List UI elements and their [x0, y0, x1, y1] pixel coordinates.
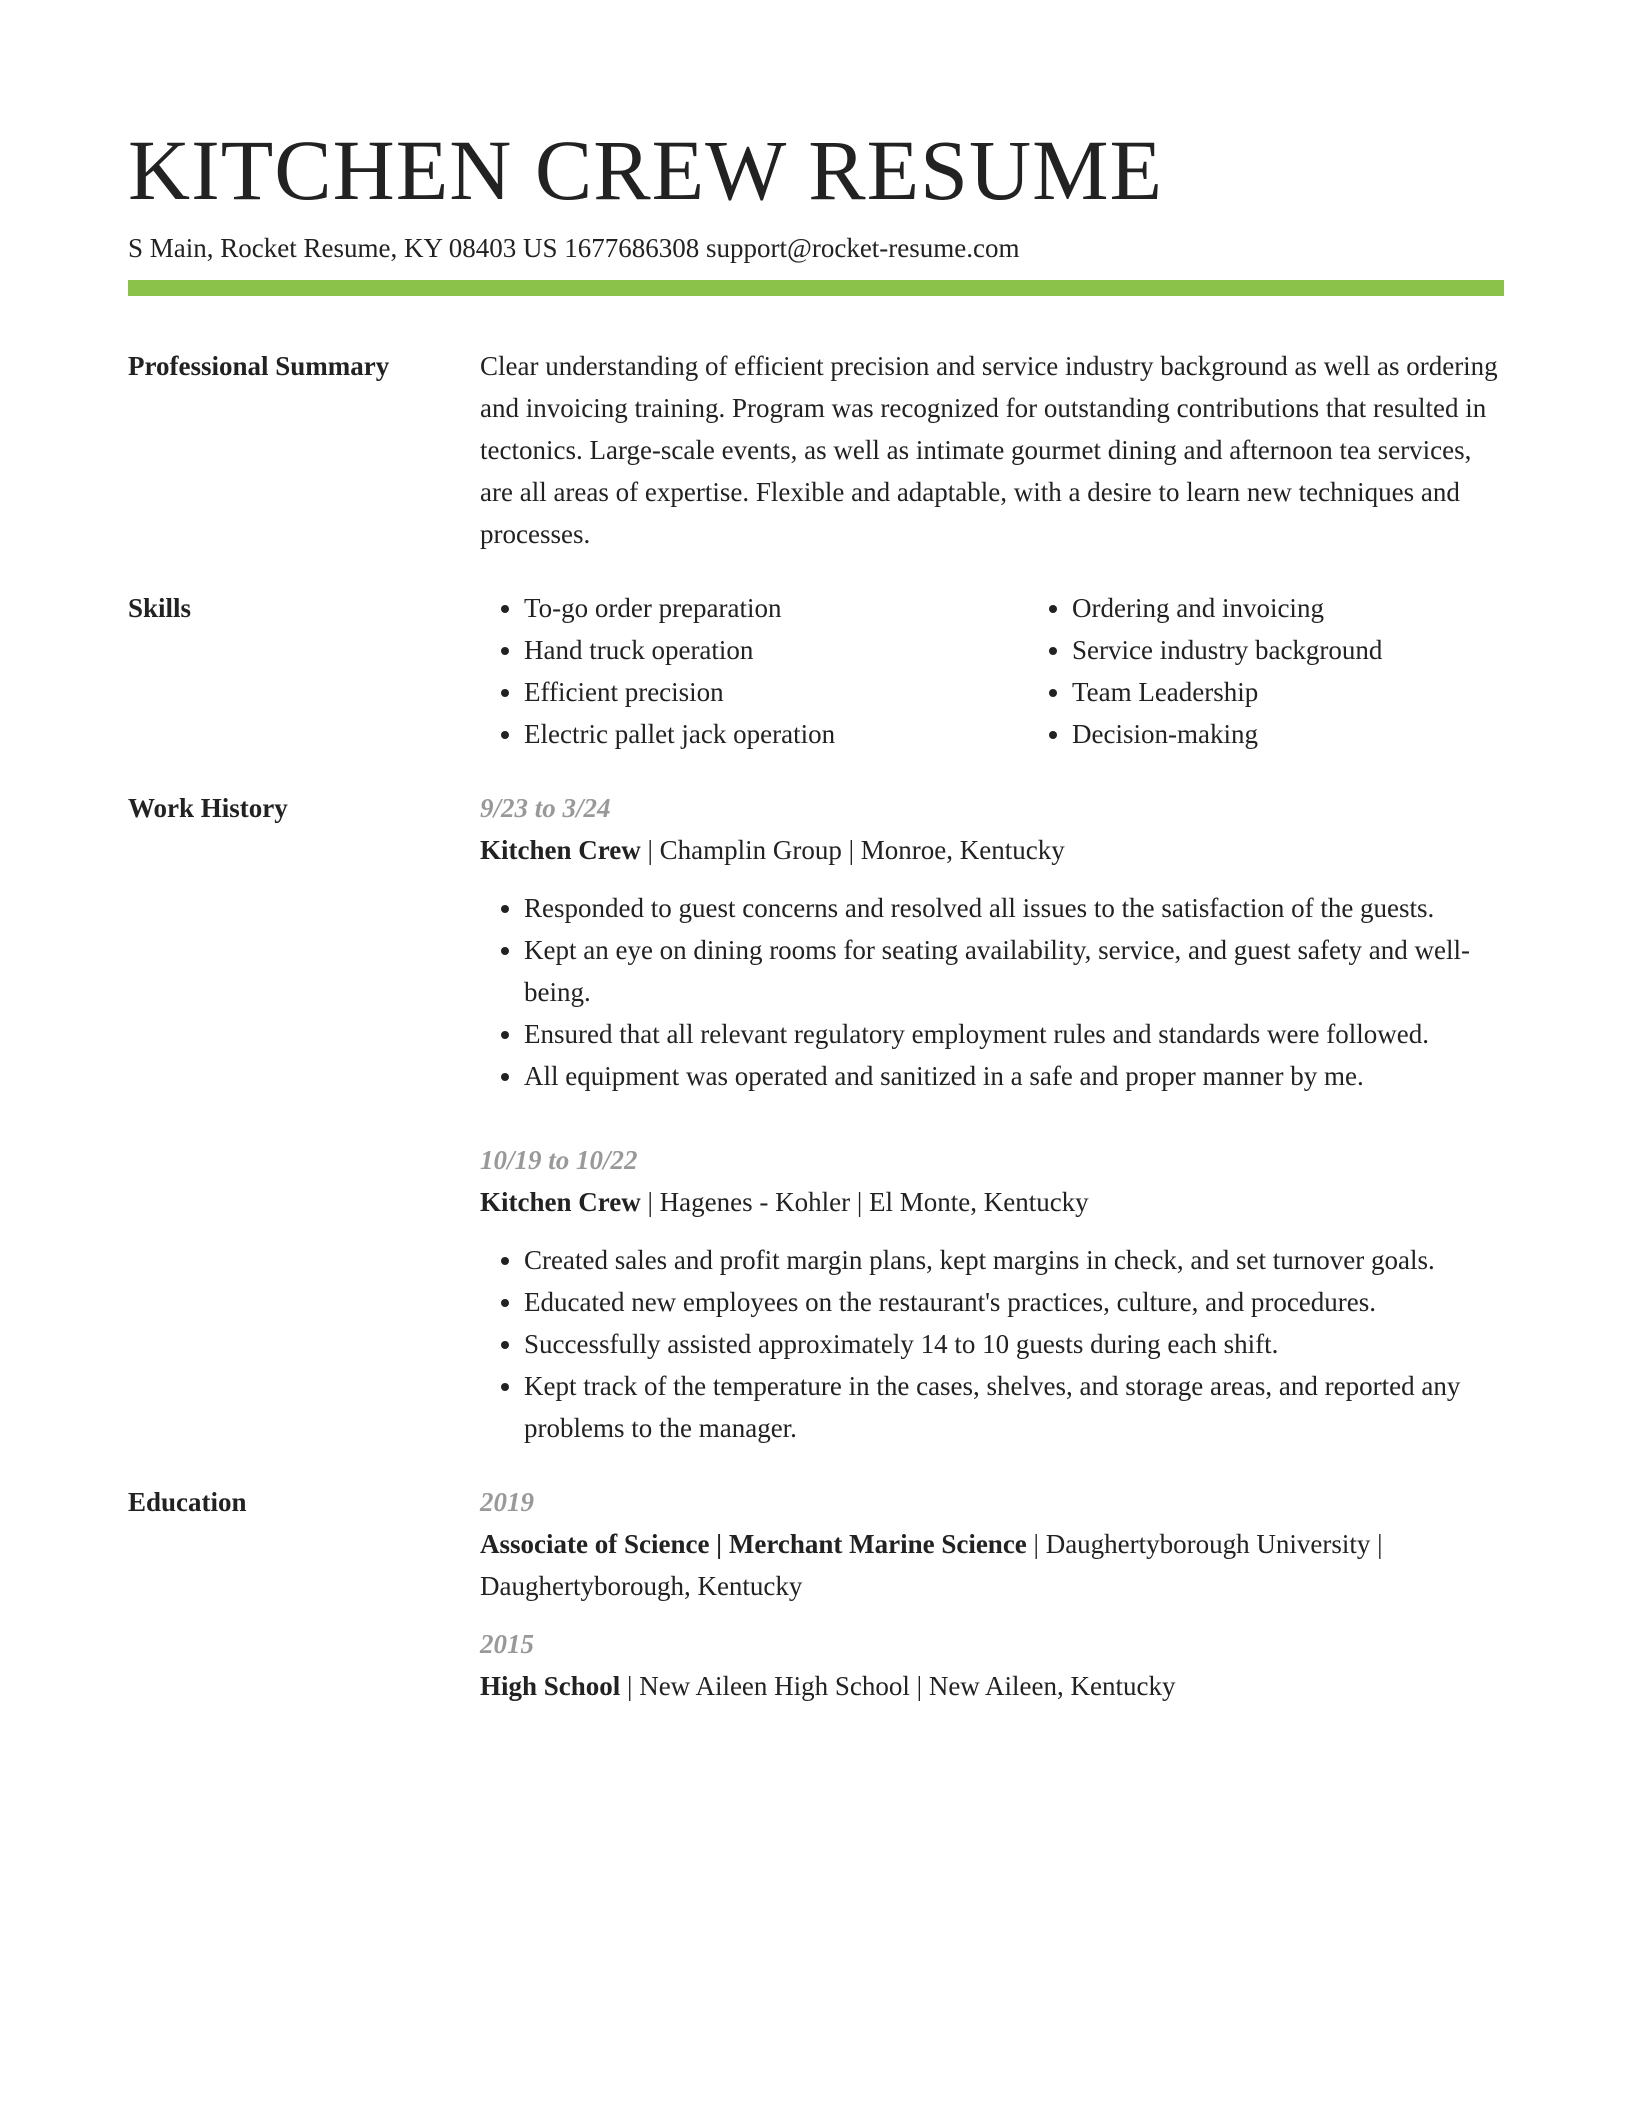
- work-history-section: [128, 787, 1504, 1449]
- job-bullet: • Ensured that all relevant regulatory employment rules and standards were followed.: [524, 1013, 1504, 1055]
- summary-text: Clear understanding of efficient precision and service industry background as well as ordering and invoicing training. Program was recognized for outstanding contributions that resulted in tectonics. Large-scale events, as well as intimate gourmet dining and afternoon tea services, are all areas of expertise. Flexible and adaptable, with a desire to learn new techniques and processes.: [480, 351, 1498, 549]
- job-bullet: • All equipment was operated and sanitized in a safe and proper manner by me.: [524, 1055, 1504, 1097]
- job-details: | Hagenes - Kohler | El Monte, Kentucky: [640, 1187, 1089, 1217]
- education-degree: Associate of Science | Merchant Marine Science: [480, 1529, 1027, 1559]
- job-title-line: [480, 829, 1504, 871]
- header-divider: [128, 280, 1504, 296]
- contact-line: [128, 230, 1504, 266]
- education-details: | New Aileen High School | New Aileen, Kentucky: [620, 1671, 1176, 1701]
- education-line: [480, 1665, 1504, 1707]
- resume-title: KITCHEN CREW RESUME: [128, 122, 1164, 218]
- section-label-skills: Skills: [128, 593, 192, 623]
- skills-list-right: [1028, 587, 1504, 755]
- resume-page: [128, 120, 1504, 1707]
- skill-item: • Efficient precision: [524, 671, 1028, 713]
- job-title: Kitchen Crew: [480, 835, 641, 865]
- job-entry: [480, 1139, 1504, 1449]
- skills-list-left: [480, 587, 1028, 755]
- skills-section: [128, 587, 1504, 755]
- section-label-summary: Professional Summary: [128, 351, 390, 381]
- contact-address: S Main, Rocket Resume, KY 08403 US: [128, 233, 558, 263]
- education-body: [480, 1481, 1504, 1707]
- skill-item: • Service industry background: [1072, 629, 1504, 671]
- skill-item: • Electric pallet jack operation: [524, 713, 1028, 755]
- education-details: | Daughertyborough University | Daughertyborough, Kentucky: [480, 1529, 1383, 1601]
- skills-columns: [480, 587, 1504, 755]
- job-bullet: • Educated new employees on the restaurant's practices, culture, and procedures.: [524, 1281, 1504, 1323]
- job-bullet: • Responded to guest concerns and resolved all issues to the satisfaction of the guests.: [524, 887, 1504, 929]
- job-bullets: [480, 1239, 1504, 1449]
- summary-section: [128, 345, 1504, 555]
- skill-item: • Hand truck operation: [524, 629, 1028, 671]
- job-bullet: • Successfully assisted approximately 14 to 10 guests during each shift.: [524, 1323, 1504, 1365]
- education-entry: [480, 1623, 1504, 1707]
- skill-item: • To-go order preparation: [524, 587, 1028, 629]
- job-bullets: [480, 887, 1504, 1097]
- job-details: | Champlin Group | Monroe, Kentucky: [640, 835, 1065, 865]
- skills-body: [480, 587, 1504, 755]
- contact-email: support@rocket-resume.com: [705, 233, 1020, 263]
- job-bullet: • Created sales and profit margin plans, kept margins in check, and set turnover goals.: [524, 1239, 1504, 1281]
- section-label-education: Education: [128, 1487, 247, 1517]
- education-entry: [480, 1481, 1504, 1607]
- skill-item: • Decision-making: [1072, 713, 1504, 755]
- job-bullet: • Kept an eye on dining rooms for seating availability, service, and guest safety and well-being.: [524, 929, 1504, 1013]
- contact-phone: 1677686308: [564, 233, 700, 263]
- job-dates: 9/23 to 3/24: [480, 793, 611, 823]
- education-line: [480, 1523, 1504, 1607]
- job-entry: [480, 787, 1504, 1097]
- education-degree: High School: [480, 1671, 621, 1701]
- job-title-line: [480, 1181, 1504, 1223]
- job-title: Kitchen Crew: [480, 1187, 641, 1217]
- skill-item: • Team Leadership: [1072, 671, 1504, 713]
- section-label-work: Work History: [128, 793, 288, 823]
- job-bullet: • Kept track of the temperature in the cases, shelves, and storage areas, and reported any problems to the manager.: [524, 1365, 1504, 1449]
- work-history-body: [480, 787, 1504, 1449]
- education-year: 2015: [480, 1629, 534, 1659]
- education-year: 2019: [480, 1487, 534, 1517]
- skill-item: • Ordering and invoicing: [1072, 587, 1504, 629]
- job-dates: 10/19 to 10/22: [480, 1145, 638, 1175]
- education-section: [128, 1481, 1504, 1707]
